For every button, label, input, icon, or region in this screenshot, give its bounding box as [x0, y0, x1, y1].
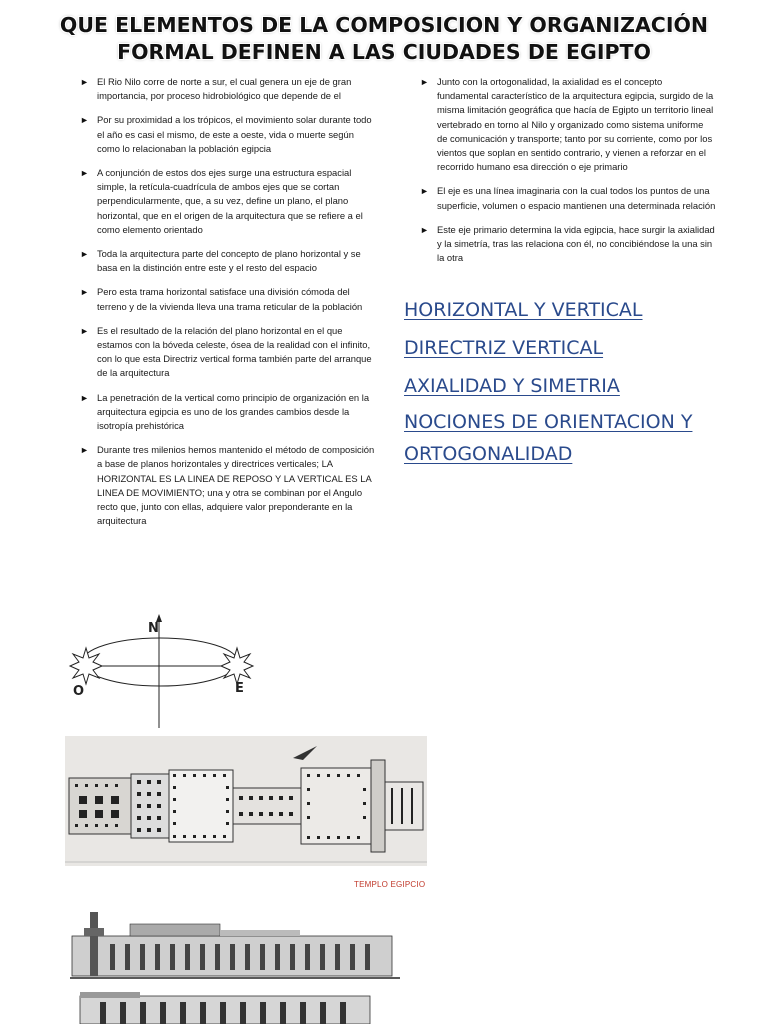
- bullet-arrow-icon: ►: [80, 115, 89, 126]
- bullet-text: El eje es una línea imaginaria con la cual todos los puntos de una superficie, volumen o espacio mantienen una determinada relación: [437, 185, 716, 211]
- bullet-arrow-icon: ►: [420, 77, 429, 87]
- sanctuary-block: [69, 778, 131, 834]
- temple-section-drawing: [70, 906, 400, 1024]
- bullet-text: La penetración de la vertical como principio de organización en la arquitectura egipcia es uno de los grandes cambios desde la isotropía prehistórica: [97, 391, 370, 432]
- courtyard-block: [169, 770, 233, 842]
- right-bullet-list: [420, 75, 716, 275]
- bullet-arrow-icon: ►: [80, 287, 89, 298]
- east-sun-icon: [221, 648, 253, 684]
- heading-horizontal-vertical[interactable]: HORIZONTAL Y VERTICAL: [404, 299, 643, 321]
- west-sun-icon: [70, 648, 102, 684]
- list-item: [80, 391, 376, 434]
- heading-directriz-vertical[interactable]: DIRECTRIZ VERTICAL: [404, 337, 604, 359]
- left-bullet-list: [80, 75, 376, 538]
- list-item: [80, 324, 376, 381]
- list-item: [80, 75, 376, 103]
- list-item: [80, 113, 376, 156]
- list-item: [80, 443, 376, 528]
- bullet-text: Por su proximidad a los trópicos, el movimiento solar durante todo el año es casi el mismo, de este a oeste, vida o muerte según como lo relacionaban la población egipcia: [97, 114, 372, 154]
- forecourt-block: [301, 768, 371, 844]
- west-label: O: [73, 684, 85, 699]
- bullet-arrow-icon: ►: [80, 249, 89, 260]
- list-item: [80, 247, 376, 275]
- colonnade-block: [233, 788, 301, 824]
- list-item: [420, 184, 716, 212]
- sun-path-ellipse: [82, 638, 238, 686]
- bullet-text: Este eje primario determina la vida egipcia, hace surgir la axialidad y la simetría, tras las relaciona con él, no concibiéndose la una sin la otra: [437, 223, 715, 264]
- bullet-arrow-icon: ►: [80, 77, 89, 87]
- bullet-arrow-icon: ►: [420, 224, 429, 235]
- lower-section: [80, 992, 370, 1024]
- heading-ortogonalidad[interactable]: ORTOGONALIDAD: [404, 443, 573, 465]
- bullet-text: Toda la arquitectura parte del concepto de plano horizontal y se basa en la distinción entre este y el resto del espacio: [97, 248, 361, 274]
- bullet-text: Pero esta trama horizontal satisface una división cómoda del terreno y de la vivienda lleva una trama reticular de la población: [97, 286, 363, 312]
- bullet-text: Es el resultado de la relación del plano horizontal en el que estamos con la bóveda celeste, ósea de la realidad con el infinito, con lo que esta Directriz vertical forma también parte del arranque de la arquitectura: [97, 324, 372, 379]
- page-title: [40, 12, 728, 66]
- north-label: N: [148, 621, 159, 636]
- bullet-text: Junto con la ortogonalidad, la axialidad es el concepto fundamental característico de la arquitectura egipcia, surgido de la misma limitación geográfica que hacía de Egipto un territorio lineal vertebrado en torno al Nilo y organizado como sistema uniforme de comunicación y transporte; tanto por su corriente, como por los vientos que soplan en sentido contrario, y vienen a reforzar en el recorrido humano esa dirección o eje primario: [437, 76, 714, 173]
- bullet-text: A conjunción de estos dos ejes surge una estructura espacial simple, la retícula-cuadrícula de ambos ejes que se cortan perpendicularmente, que, a su vez, define un plano, el plano horizontal, que en el origen de la arquitectura que se refiere a el como elemento orientado: [97, 167, 363, 235]
- topic-headings: [404, 292, 744, 470]
- bullet-text: El Rio Nilo corre de norte a sur, el cual genera un eje de gran importancia, por proceso hidrobiológico que depende de el: [97, 76, 352, 102]
- bullet-arrow-icon: ►: [80, 325, 89, 336]
- pylon-block: [371, 760, 385, 852]
- bullet-arrow-icon: ►: [80, 445, 89, 456]
- title-line-1: QUE ELEMENTOS DE LA COMPOSICION Y ORGANIZACIÓN: [59, 13, 709, 37]
- list-item: [80, 285, 376, 313]
- figure-caption: TEMPLO EGIPCIO: [354, 880, 426, 889]
- sun-path-diagram: [62, 610, 262, 730]
- title-line-2: FORMAL DEFINEN A LAS CIUDADES DE EGIPTO: [117, 40, 651, 64]
- list-item: [80, 166, 376, 237]
- list-item: [420, 223, 716, 266]
- temple-floor-plan: [65, 736, 427, 866]
- bullet-arrow-icon: ►: [420, 186, 429, 197]
- heading-axialidad-simetria[interactable]: AXIALIDAD Y SIMETRIA: [404, 375, 620, 397]
- bullet-arrow-icon: ►: [80, 392, 89, 403]
- bullet-arrow-icon: ►: [80, 168, 89, 179]
- heading-nociones-orientacion[interactable]: NOCIONES DE ORIENTACION Y: [404, 411, 693, 433]
- east-label: E: [235, 681, 244, 696]
- list-item: [420, 75, 716, 174]
- bullet-text: Durante tres milenios hemos mantenido el método de composición a base de planos horizontales y directrices verticales; LA HORIZONTAL ES LA LINEA DE REPOSO Y LA VERTICAL ES LA LINEA DE MOVIMIENTO; una y otra se combinan por el Angulo recto que, junto con ellas, adquiere valor preponderante en la arquitectura: [97, 444, 375, 527]
